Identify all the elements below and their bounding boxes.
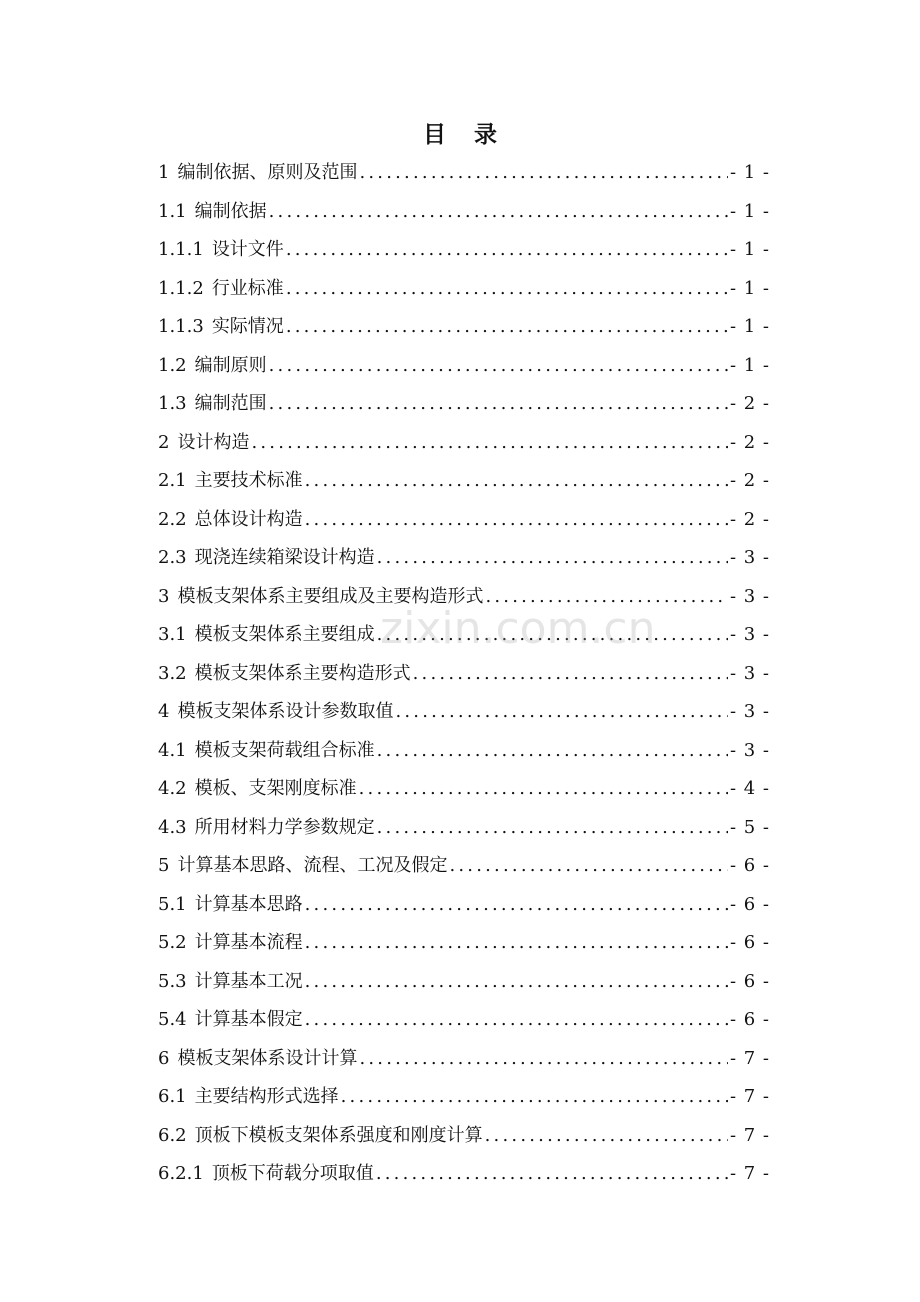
toc-dot-leader <box>359 1040 727 1079</box>
toc-entry-number: 5.3 <box>158 970 187 992</box>
toc-entry-number: 1 <box>158 162 170 183</box>
toc-entry-title: 编制依据、原则及范围 <box>177 162 358 183</box>
toc-entry-page: - 7 - <box>729 1163 770 1184</box>
toc-entry-page: - 6 - <box>729 1009 770 1030</box>
toc-entry-title: 设计构造 <box>177 431 250 453</box>
toc-dot-leader <box>269 193 728 232</box>
toc-entry[interactable] <box>158 1001 770 1040</box>
toc-entry-page: - 1 - <box>729 354 770 376</box>
toc-entry-page: - 7 - <box>729 1047 770 1069</box>
toc-dot-leader <box>377 732 728 771</box>
toc-entry-page: - 2 - <box>729 431 770 453</box>
toc-dot-leader <box>341 1078 728 1117</box>
toc-entry-title: 主要技术标准 <box>194 470 303 491</box>
toc-entry-page: - 6 - <box>729 855 770 876</box>
toc-dot-leader <box>305 963 728 1002</box>
toc-title: 目 录 <box>422 121 507 148</box>
toc-entry-page: - 1 - <box>729 316 770 337</box>
toc-entry-number: 4.2 <box>158 778 187 799</box>
toc-entry-title: 模板支架体系设计计算 <box>177 1047 358 1069</box>
toc-entry[interactable] <box>158 886 770 925</box>
toc-entry[interactable] <box>158 231 770 270</box>
toc-entry[interactable] <box>158 462 770 501</box>
toc-entry-page: - 1 - <box>729 277 770 299</box>
toc-entry[interactable] <box>158 732 770 771</box>
toc-entry[interactable] <box>158 847 770 886</box>
toc-entry[interactable] <box>158 385 770 424</box>
toc-dot-leader <box>377 616 728 655</box>
toc-entry-number: 1.1 <box>158 200 187 222</box>
toc-entry-page: - 3 - <box>729 624 770 645</box>
toc-entry-number: 3 <box>158 585 170 607</box>
toc-entry-page: - 3 - <box>729 739 770 761</box>
toc-entry-title: 模板支架体系主要构造形式 <box>194 662 411 684</box>
toc-entry[interactable] <box>158 770 770 809</box>
toc-dot-leader <box>376 1155 728 1194</box>
toc-entry-number: 2.3 <box>158 547 187 568</box>
toc-entry[interactable] <box>158 424 770 463</box>
toc-entry[interactable] <box>158 270 770 309</box>
toc-entry-title: 总体设计构造 <box>194 508 303 530</box>
toc-entry-page: - 3 - <box>729 662 770 684</box>
toc-dot-leader <box>377 539 728 578</box>
toc-entry-title: 编制范围 <box>194 393 267 414</box>
toc-entry-page: - 6 - <box>729 970 770 992</box>
toc-entry-title: 设计文件 <box>211 239 284 260</box>
toc-entry-page: - 3 - <box>729 701 770 722</box>
toc-entry-number: 5 <box>158 855 170 876</box>
toc-entry-page: - 4 - <box>729 778 770 799</box>
toc-dot-leader <box>286 308 728 347</box>
toc-entry-page: - 2 - <box>729 470 770 491</box>
toc-entry-title: 计算基本思路、流程、工况及假定 <box>177 855 448 876</box>
toc-entry[interactable] <box>158 308 770 347</box>
toc-entry-page: - 1 - <box>729 200 770 222</box>
toc-entry-number: 6 <box>158 1047 170 1069</box>
toc-dot-leader <box>269 347 728 386</box>
toc-entry-page: - 3 - <box>729 547 770 568</box>
toc-entry[interactable] <box>158 809 770 848</box>
toc-dot-leader <box>377 809 728 848</box>
toc-entry-page: - 3 - <box>729 585 770 607</box>
toc-entry-title: 模板支架体系设计参数取值 <box>177 701 394 722</box>
toc-entry-title: 计算基本流程 <box>194 932 303 953</box>
toc-entry-title: 模板支架体系主要组成及主要构造形式 <box>177 585 484 607</box>
toc-entry-title: 现浇连续箱梁设计构造 <box>194 547 375 568</box>
toc-entry-number: 1.1.1 <box>158 239 204 260</box>
toc-entry-title: 行业标准 <box>211 277 284 299</box>
toc-entry[interactable] <box>158 963 770 1002</box>
toc-entry-number: 2 <box>158 431 170 453</box>
toc-entry-page: - 6 - <box>729 932 770 953</box>
toc-entry-title: 主要结构形式选择 <box>194 1086 339 1107</box>
toc-entry-title: 模板支架荷载组合标准 <box>194 739 375 761</box>
toc-entry[interactable] <box>158 1155 770 1194</box>
toc-entry-number: 2.1 <box>158 470 187 491</box>
toc-entry-number: 1.2 <box>158 354 187 376</box>
toc-entry-page: - 7 - <box>729 1124 770 1146</box>
toc-dot-leader <box>286 270 728 309</box>
toc-dot-leader <box>251 424 727 463</box>
toc-entry-title: 顶板下荷载分项取值 <box>211 1163 374 1184</box>
toc-dot-leader <box>269 385 728 424</box>
toc-entry-page: - 1 - <box>729 239 770 260</box>
toc-entry[interactable] <box>158 578 770 617</box>
toc-entry-page: - 1 - <box>729 162 770 183</box>
toc-entry-number: 6.2.1 <box>158 1163 204 1184</box>
toc-entry[interactable] <box>158 501 770 540</box>
toc-entry-number: 1.1.3 <box>158 316 204 337</box>
toc-entry-number: 5.1 <box>158 893 187 915</box>
toc-dot-leader <box>359 770 728 809</box>
toc-entry-title: 顶板下模板支架体系强度和刚度计算 <box>194 1124 483 1146</box>
toc-list <box>158 154 770 1194</box>
toc-entry-number: 5.4 <box>158 1009 187 1030</box>
toc-dot-leader <box>395 693 727 732</box>
toc-dot-leader <box>305 1001 728 1040</box>
toc-entry[interactable] <box>158 193 770 232</box>
toc-entry-title: 模板支架体系主要组成 <box>194 624 375 645</box>
toc-dot-leader <box>359 154 727 193</box>
toc-entry-number: 6.2 <box>158 1124 187 1146</box>
toc-entry-number: 3.2 <box>158 662 187 684</box>
toc-entry-page: - 2 - <box>729 393 770 414</box>
toc-entry-page: - 6 - <box>729 893 770 915</box>
toc-entry-title: 计算基本思路 <box>194 893 303 915</box>
toc-dot-leader <box>305 924 728 963</box>
toc-entry-number: 3.1 <box>158 624 187 645</box>
toc-dot-leader <box>485 578 727 617</box>
toc-entry[interactable] <box>158 693 770 732</box>
toc-entry[interactable] <box>158 1040 770 1079</box>
toc-dot-leader <box>449 847 727 886</box>
toc-entry-title: 实际情况 <box>211 316 284 337</box>
toc-entry-title: 计算基本假定 <box>194 1009 303 1030</box>
toc-dot-leader <box>305 886 728 925</box>
toc-entry-number: 1.1.2 <box>158 277 204 299</box>
toc-dot-leader <box>413 655 728 694</box>
toc-dot-leader <box>305 462 728 501</box>
toc-entry-number: 1.3 <box>158 393 187 414</box>
toc-entry-number: 6.1 <box>158 1086 187 1107</box>
toc-entry-page: - 5 - <box>729 816 770 838</box>
toc-entry-number: 4.1 <box>158 739 187 761</box>
toc-entry-title: 编制原则 <box>194 354 267 376</box>
toc-entry-title: 编制依据 <box>194 200 267 222</box>
toc-entry-number: 5.2 <box>158 932 187 953</box>
toc-dot-leader <box>305 501 728 540</box>
toc-entry-title: 所用材料力学参数规定 <box>194 816 375 838</box>
toc-entry[interactable] <box>158 347 770 386</box>
toc-dot-leader <box>286 231 728 270</box>
watermark: zixin.com.cn <box>380 603 656 654</box>
toc-entry-number: 4 <box>158 701 170 722</box>
toc-entry[interactable] <box>158 539 770 578</box>
toc-entry[interactable] <box>158 616 770 655</box>
toc-entry-page: - 7 - <box>729 1086 770 1107</box>
toc-entry-number: 4.3 <box>158 816 187 838</box>
toc-entry-number: 2.2 <box>158 508 187 530</box>
toc-entry[interactable] <box>158 154 770 193</box>
toc-entry-page: - 2 - <box>729 508 770 530</box>
toc-entry[interactable] <box>158 1078 770 1117</box>
toc-dot-leader <box>485 1117 728 1156</box>
toc-entry-title: 计算基本工况 <box>194 970 303 992</box>
toc-entry[interactable] <box>158 924 770 963</box>
toc-entry-title: 模板、支架刚度标准 <box>194 778 357 799</box>
toc-entry[interactable] <box>158 655 770 694</box>
toc-entry[interactable] <box>158 1117 770 1156</box>
